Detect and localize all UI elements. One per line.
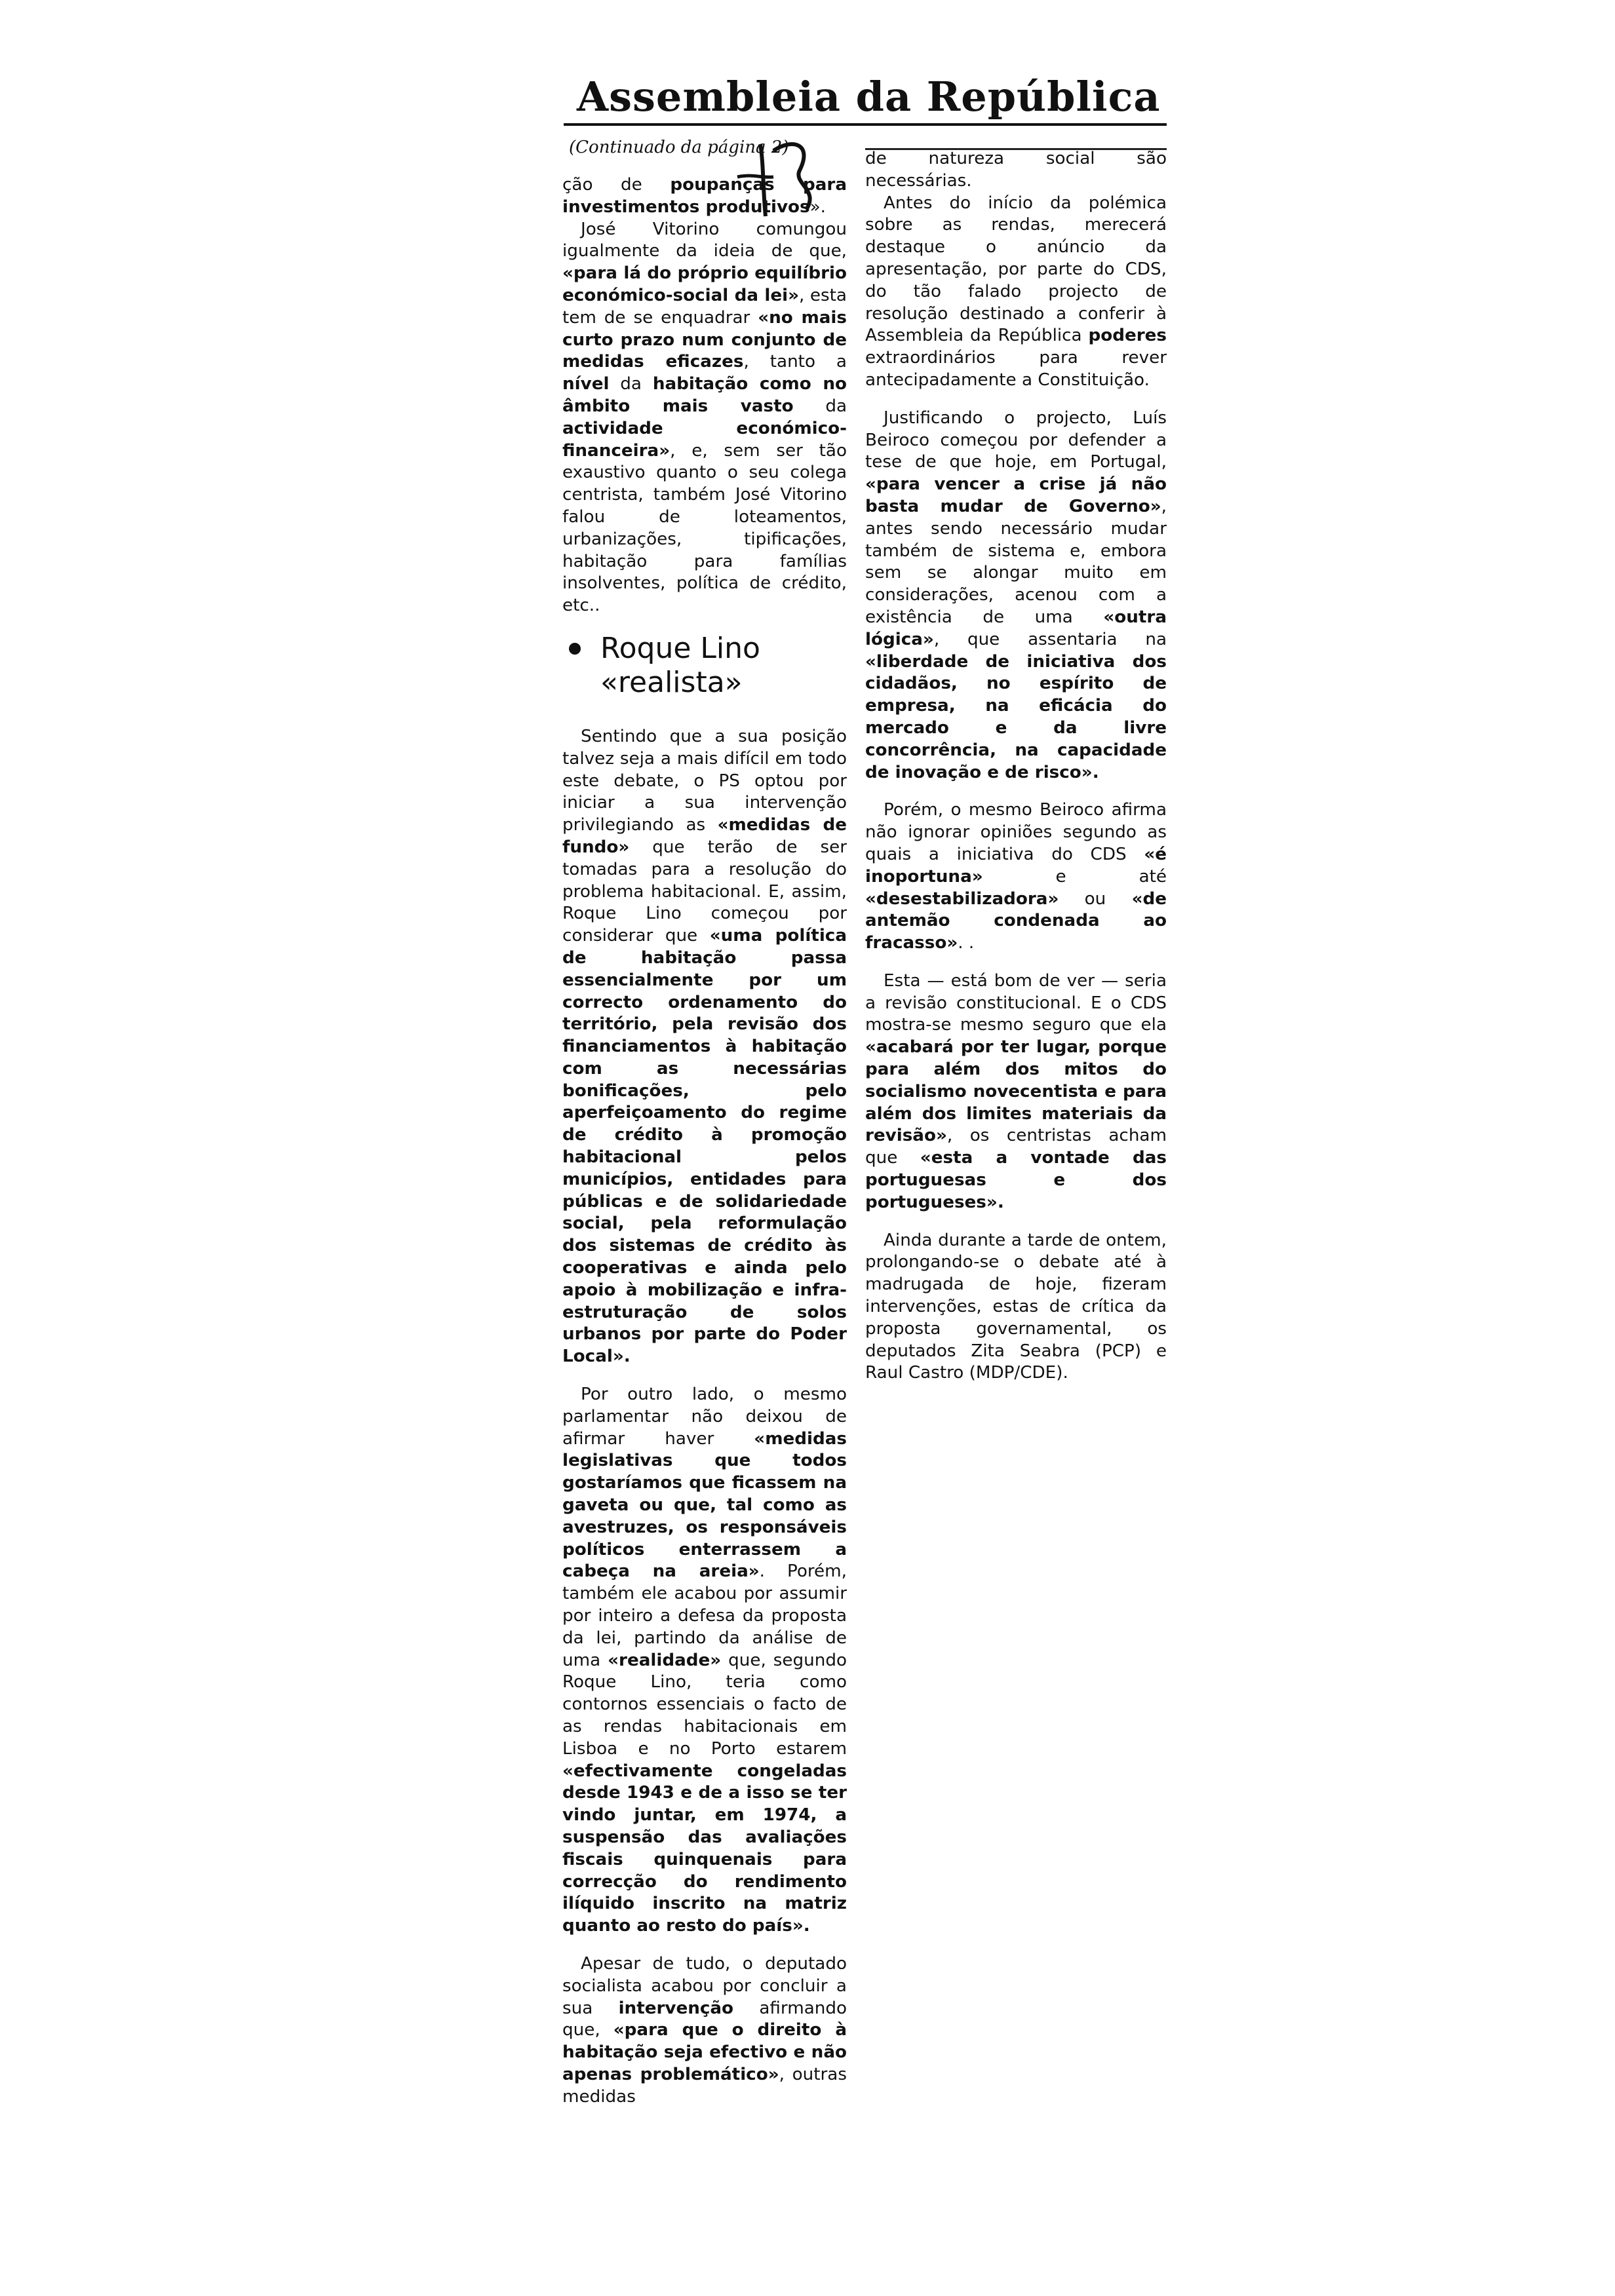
paragraph: José Vitorino comungou igualmente da ideia de que, «para lá do próprio equilíbrio económico-social da lei», esta tem de se enquadrar «no mais curto prazo num conjunto de medidas eficazes, tanto a nível da habitação como no âmbito mais vasto da actividade económico-financeira», e, sem ser tão exaustivo quanto o seu colega centrista, também José Vitorino falou de loteamentos, urbanizações, tipificações, habitação para famílias insolventes, política de crédito, etc.. [562,219,847,616]
header-rule [564,123,1167,126]
paragraph: Esta — está bom de ver — seria a revisão constitucional. E o CDS mostra-se mesmo seguro que ela «acabará por ter lugar, porque para além dos mitos do socialismo novecentista e para além dos limites materiais da revisão», os centristas acham que «esta a vontade das portuguesas e dos portugueses». [865,970,1167,1212]
paragraph: de natureza social são necessárias. [865,149,1167,191]
paragraph: ção de poupanças para investimentos produtivos». [562,175,847,217]
paragraph: Ainda durante a tarde de ontem, prolongando-se o debate até à madrugada de hoje, fizeram intervenções, estas de crítica da proposta governamental, os deputados Zita Seabra (PCP) e Raul Castro (MDP/CDE). [865,1230,1167,1383]
paragraph: Porém, o mesmo Beiroco afirma não ignorar opiniões segundo as quais a iniciativa do CDS «é inoportuna» e até «desestabilizadora» ou «de antemão condenada ao fracasso». . [865,800,1167,953]
bullet-icon [569,643,581,655]
article-column-left [562,174,847,2109]
paragraph: Justificando o projecto, Luís Beiroco começou por defender a tese de que hoje, em Portugal, «para vencer a crise já não basta mudar de Governo», antes sendo necessário mudar também de sistema e, embora sem se alongar muito em considerações, acenou com a existência de uma «outra lógica», que assentaria na «liberdade de iniciativa dos cidadãos, no espírito de empresa, na eficácia do mercado e da livre concorrência, na capacidade de inovação e de risco». [865,408,1167,782]
paragraph: Por outro lado, o mesmo parlamentar não deixou de afirmar haver «medidas legislativas que todos gostaríamos que ficassem na gaveta ou que, tal como as avestruzes, os responsáveis políticos enterrassem a cabeça na areia». Porém, também ele acabou por assumir por inteiro a defesa da proposta da lei, partindo da análise de uma «realidade» que, segundo Roque Lino, teria como contornos essenciais o facto de as rendas habitacionais em Lisboa e no Porto estarem «efectivamente congeladas desde 1943 e de a isso se ter vindo juntar, em 1974, a suspensão das avaliações fiscais quinquenais para correcção do rendimento ilíquido inscrito na matriz quanto ao resto do país». [562,1385,847,1936]
page-title: Assembleia da República [577,73,1161,121]
paragraph: Sentindo que a sua posição talvez seja a mais difícil em todo este debate, o PS optou por iniciar a sua intervenção privilegiando as «medidas de fundo» que terão de ser tomadas para a resolução do problema habitacional. E, assim, Roque Lino começou por considerar que «uma política de habitação passa essencialmente por um correcto ordenamento do território, pela revisão dos financiamentos à habitação com as necessárias bonificações, pelo aperfeiçoamento do regime de crédito à promoção habitacional pelos municípios, entidades para públicas e de solidariedade social, pela reformulação dos sistemas de crédito às cooperativas e ainda pelo apoio à mobilização e infra-estruturação de solos urbanos por parte do Poder Local». [562,726,847,1367]
paragraph: Apesar de tudo, o deputado socialista acabou por concluir a sua intervenção afirmando que, «para que o direito à habitação seja efectivo e não apenas problemático», outras medidas [562,1953,847,2107]
paragraph: Antes do início da polémica sobre as rendas, merecerá destaque o anúncio da apresentação, por parte do CDS, do tão falado projecto de resolução destinado a conferir à Assembleia da República poderes extraordinários para rever antecipadamente a Constituição. [865,193,1167,390]
article-column-right [865,148,1167,1385]
continued-note: (Continuado da página 2) [569,138,789,157]
section-subheading: Roque Lino «realista» [562,632,847,700]
